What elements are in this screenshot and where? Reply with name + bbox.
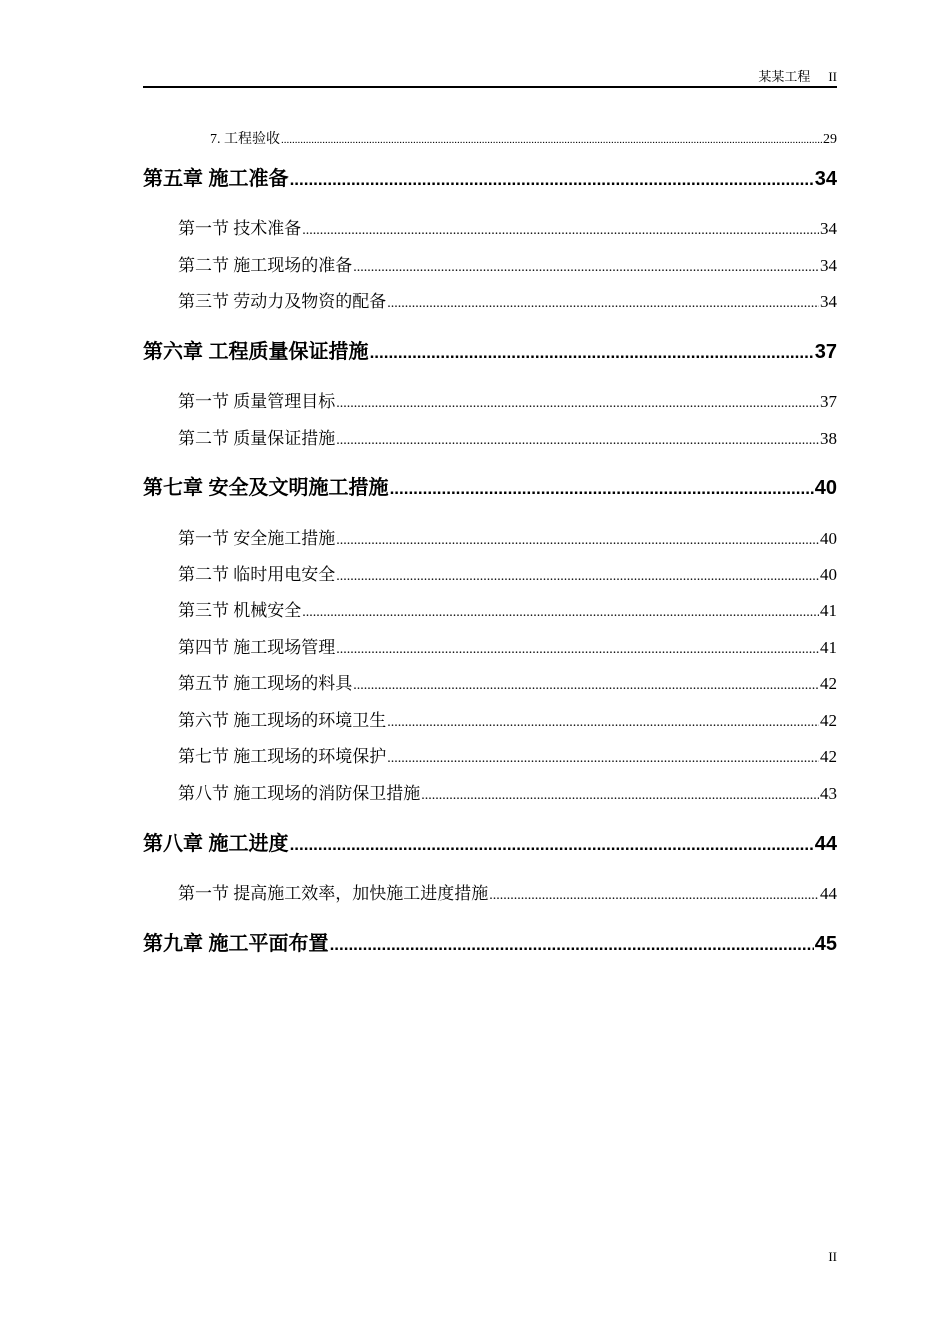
dot-leader xyxy=(387,715,819,731)
toc-section-page: 34 xyxy=(820,219,837,238)
toc-section[interactable] xyxy=(178,779,837,804)
toc-section[interactable] xyxy=(178,706,837,731)
toc-section-label: 第一节 质量管理目标 xyxy=(178,392,336,411)
toc-section[interactable] xyxy=(178,251,837,276)
dot-leader xyxy=(290,170,814,190)
toc-section-page: 42 xyxy=(820,747,837,766)
toc-section-label: 第二节 临时用电安全 xyxy=(178,565,336,584)
toc-section-label: 第四节 施工现场管理 xyxy=(178,638,336,657)
dot-leader xyxy=(390,479,814,499)
dot-leader xyxy=(370,343,814,363)
toc-chapter-label: 第八章 施工进度 xyxy=(143,833,289,855)
toc-section[interactable] xyxy=(178,633,837,658)
dot-leader xyxy=(387,751,819,767)
toc-section[interactable] xyxy=(178,742,837,767)
toc-section[interactable] xyxy=(178,424,837,449)
toc-section-page: 44 xyxy=(820,884,837,903)
toc-chapter-page: 44 xyxy=(814,833,837,855)
dot-leader xyxy=(330,935,814,955)
dot-leader xyxy=(336,642,819,658)
toc-section[interactable] xyxy=(178,287,837,312)
toc-section[interactable] xyxy=(178,596,837,621)
toc-chapter[interactable] xyxy=(143,827,837,856)
toc-section-page: 37 xyxy=(820,392,837,411)
toc-section-label: 第一节 提高施工效率，加快施工进度措施 xyxy=(178,884,489,903)
page-header xyxy=(143,66,837,88)
toc-section-label: 第七节 施工现场的环境保护 xyxy=(178,747,387,766)
dot-leader xyxy=(489,888,819,904)
toc-section[interactable] xyxy=(178,524,837,549)
toc-section-label: 第三节 劳动力及物资的配备 xyxy=(178,292,387,311)
toc-chapter[interactable] xyxy=(143,927,837,956)
toc-section[interactable] xyxy=(178,879,837,904)
dot-leader xyxy=(353,260,819,276)
toc-section[interactable] xyxy=(178,214,837,239)
toc-section-label: 第五节 施工现场的料具 xyxy=(178,674,353,693)
toc-section-page: 41 xyxy=(820,638,837,657)
dot-leader xyxy=(281,134,822,146)
toc-entry-label: 7. 工程验收 xyxy=(210,132,280,147)
toc-entry-page: 29 xyxy=(823,132,837,147)
toc-chapter-page: 40 xyxy=(814,477,837,499)
toc-section-label: 第一节 技术准备 xyxy=(178,219,302,238)
dot-leader xyxy=(302,605,819,621)
toc-section-label: 第六节 施工现场的环境卫生 xyxy=(178,711,387,730)
toc-section-label: 第二节 施工现场的准备 xyxy=(178,256,353,275)
dot-leader xyxy=(336,569,819,585)
toc-entry[interactable] xyxy=(210,128,837,148)
toc-section-label: 第一节 安全施工措施 xyxy=(178,529,336,548)
dot-leader xyxy=(302,223,819,239)
toc-chapter-label: 第九章 施工平面布置 xyxy=(143,933,329,955)
toc-section-label: 第三节 机械安全 xyxy=(178,601,302,620)
footer-page-number: II xyxy=(828,1249,837,1264)
toc-chapter-page: 37 xyxy=(814,341,837,363)
toc-section-page: 40 xyxy=(820,565,837,584)
toc-section-label: 第二节 质量保证措施 xyxy=(178,429,336,448)
toc-chapter-label: 第七章 安全及文明施工措施 xyxy=(143,477,389,499)
dot-leader xyxy=(353,678,819,694)
toc-section-page: 42 xyxy=(820,711,837,730)
toc-section-page: 38 xyxy=(820,429,837,448)
toc-section-page: 40 xyxy=(820,529,837,548)
toc-section-page: 43 xyxy=(820,784,837,803)
toc-section-label: 第八节 施工现场的消防保卫措施 xyxy=(178,784,421,803)
header-page-number: II xyxy=(828,69,837,84)
toc-chapter[interactable] xyxy=(143,471,837,500)
toc-chapter-page: 34 xyxy=(814,168,837,190)
toc-section[interactable] xyxy=(178,560,837,585)
dot-leader xyxy=(387,296,819,312)
toc-chapter-label: 第五章 施工准备 xyxy=(143,168,289,190)
toc-chapter[interactable] xyxy=(143,335,837,364)
toc-section-page: 34 xyxy=(820,292,837,311)
toc-chapter[interactable] xyxy=(143,162,837,191)
header-title: 某某工程 xyxy=(758,69,811,84)
dot-leader xyxy=(336,533,819,549)
dot-leader xyxy=(290,835,814,855)
dot-leader xyxy=(336,433,819,449)
dot-leader xyxy=(336,396,819,412)
toc-section[interactable] xyxy=(178,669,837,694)
toc-section-page: 34 xyxy=(820,256,837,275)
toc-section-page: 42 xyxy=(820,674,837,693)
dot-leader xyxy=(421,788,819,804)
toc-chapter-label: 第六章 工程质量保证措施 xyxy=(143,341,369,363)
toc-chapter-page: 45 xyxy=(814,933,837,955)
toc-section[interactable] xyxy=(178,387,837,412)
toc-section-page: 41 xyxy=(820,601,837,620)
